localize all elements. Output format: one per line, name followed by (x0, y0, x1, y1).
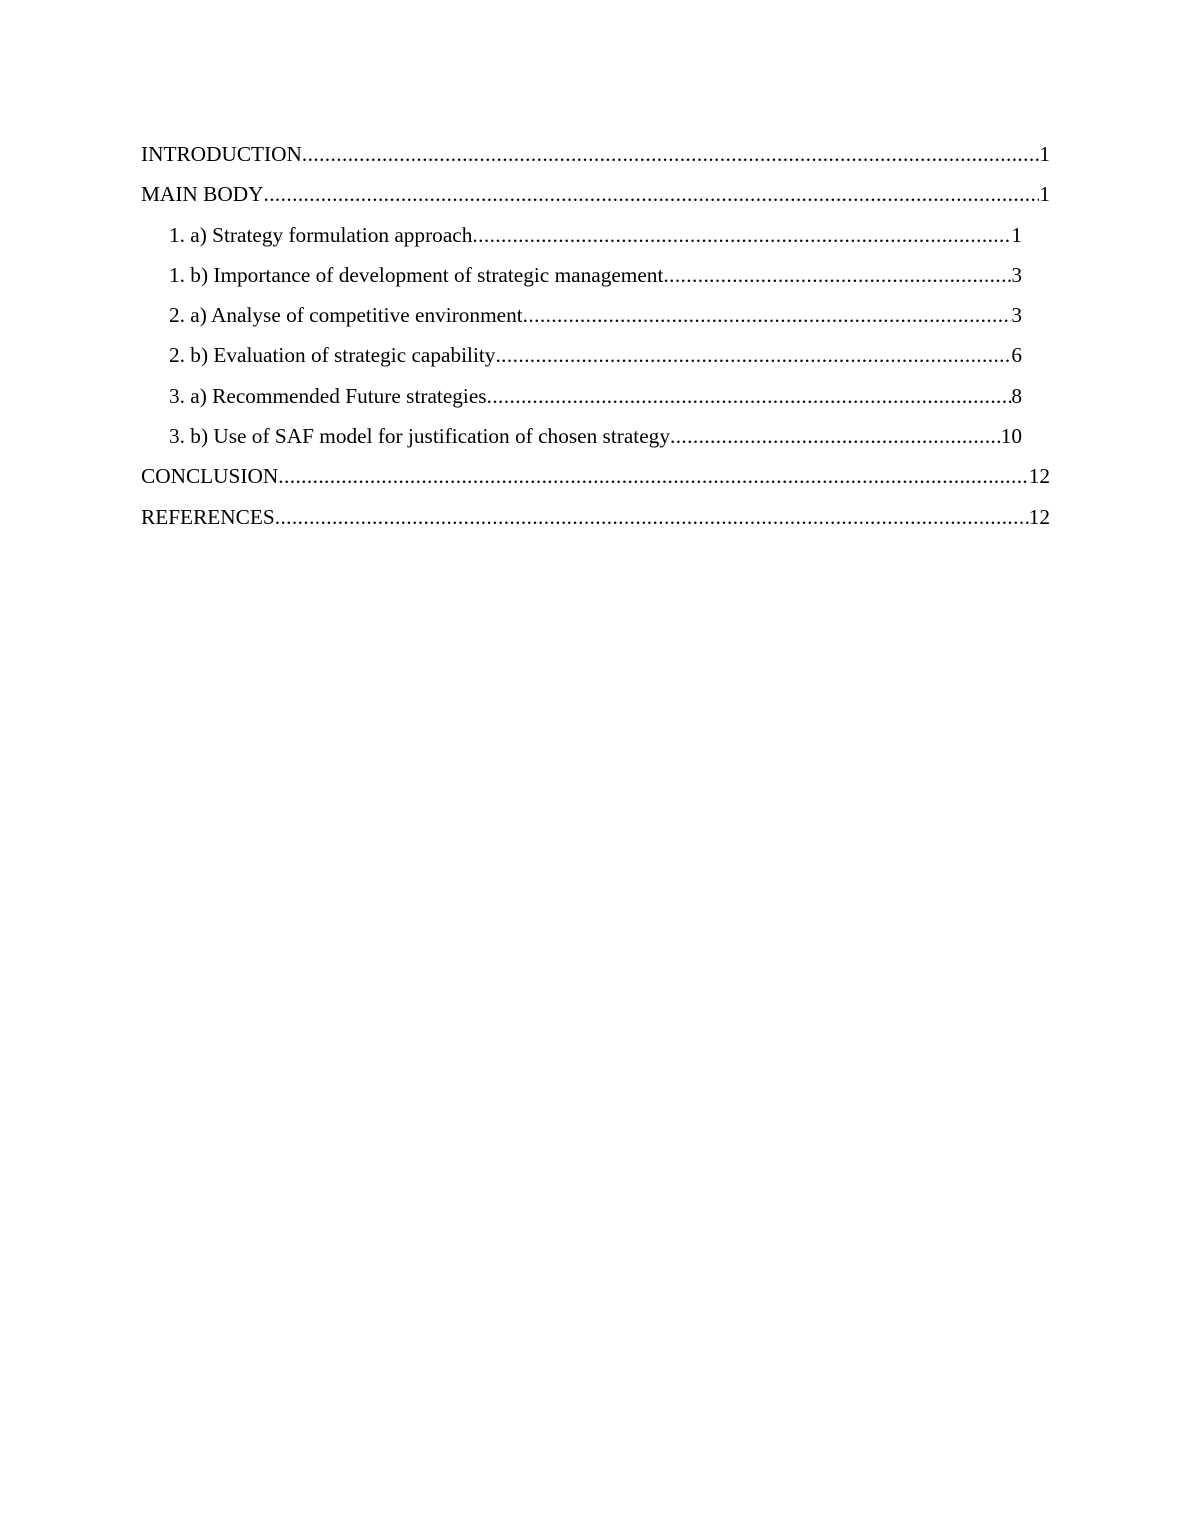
toc-entry-page-number: 6 (1011, 343, 1022, 368)
toc-dot-leader (663, 259, 1011, 291)
toc-dot-leader (670, 420, 1001, 452)
toc-entry-strategy-formulation[interactable] (169, 219, 1022, 259)
toc-dot-leader (278, 460, 1028, 492)
toc-entry-title[interactable]: 2. b) Evaluation of strategic capability (169, 343, 496, 368)
toc-dot-leader (263, 178, 1039, 210)
toc-entry-strategic-capability[interactable] (169, 339, 1022, 379)
toc-entry-competitive-environment[interactable] (169, 299, 1022, 339)
toc-entry-saf-model[interactable] (169, 420, 1022, 460)
toc-entry-future-strategies[interactable] (169, 380, 1022, 420)
toc-entry-page-number: 12 (1028, 464, 1050, 489)
toc-entry-references[interactable] (141, 501, 1050, 541)
toc-entry-page-number: 1 (1039, 142, 1050, 166)
toc-entry-title[interactable]: 3. a) Recommended Future strategies (169, 383, 487, 408)
toc-dot-leader (472, 219, 1011, 251)
toc-entry-title[interactable]: MAIN BODY (141, 182, 264, 207)
table-of-contents (0, 138, 1190, 541)
toc-entry-page-number: 10 (1000, 424, 1022, 449)
toc-entry-title[interactable]: 1. b) Importance of development of strategic management (169, 262, 664, 287)
toc-dot-leader (495, 339, 1011, 371)
toc-dot-leader (487, 380, 1012, 412)
toc-entry-title[interactable]: 1. a) Strategy formulation approach (169, 222, 473, 247)
toc-entry-conclusion[interactable] (141, 460, 1050, 500)
toc-entry-introduction[interactable] (141, 138, 1050, 178)
toc-entry-title[interactable]: CONCLUSION (141, 464, 279, 489)
toc-entry-page-number: 3 (1011, 262, 1022, 287)
toc-dot-leader (275, 501, 1029, 533)
toc-entry-strategic-management-importance[interactable] (169, 259, 1022, 299)
toc-entry-page-number: 12 (1028, 504, 1050, 529)
toc-entry-page-number: 8 (1011, 383, 1022, 408)
toc-entry-page-number: 1 (1039, 182, 1050, 207)
toc-entry-title[interactable]: 3. b) Use of SAF model for justification of chosen strategy (169, 424, 670, 449)
toc-dot-leader (523, 299, 1012, 331)
toc-dot-leader (302, 138, 1039, 170)
toc-entry-page-number: 1 (1011, 222, 1022, 247)
toc-entry-title[interactable]: 2. a) Analyse of competitive environment (169, 303, 523, 328)
toc-entry-page-number: 3 (1011, 303, 1022, 328)
toc-entry-main-body[interactable] (141, 178, 1050, 218)
toc-entry-title[interactable]: INTRODUCTION (141, 142, 302, 166)
toc-entry-title[interactable]: REFERENCES (141, 504, 275, 529)
